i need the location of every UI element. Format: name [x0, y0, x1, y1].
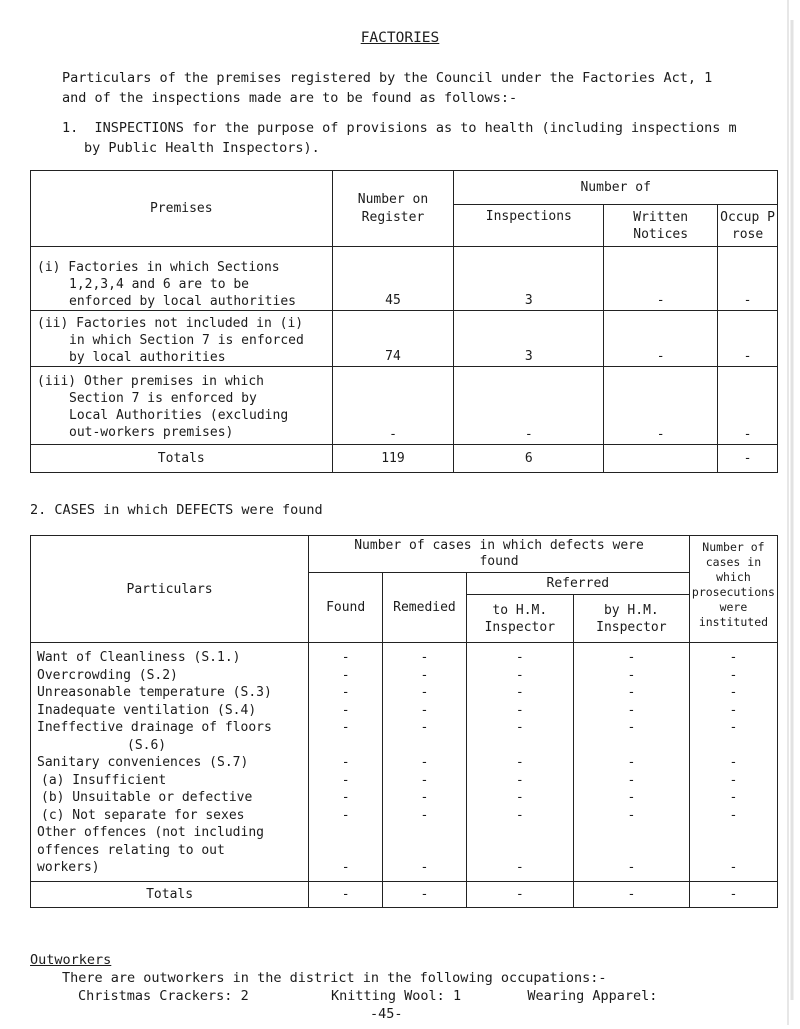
table-row — [31, 311, 778, 367]
totals-label: Totals — [31, 445, 333, 473]
totals-remedied: - — [383, 881, 467, 907]
register-value: - — [332, 367, 454, 445]
totals-by-hm: - — [573, 881, 689, 907]
header-remedied: Remedied — [383, 573, 467, 643]
particulars-list: Want of Cleanliness (S.1.) Overcrowding (S.2) Unreasonable temperature (S.3) Inadequate ventilation (S.4) Ineffective drainage of floors (S.6) Sanitary conveniences (S.7) (a) Insufficient (b) Unsuitable or defective (c) Not separate for sexes Other offences (not including offences relating to out workers) — [31, 643, 309, 882]
totals-register: 119 — [332, 445, 454, 473]
totals-row — [31, 881, 778, 907]
outworkers-intro: There are outworkers in the district in the following occupations:- — [62, 970, 607, 986]
header-prosecutions: Number of cases in which prosecutions were instituted — [689, 536, 777, 643]
written-value: - — [604, 247, 718, 311]
totals-inspections: 6 — [454, 445, 604, 473]
header-occupiers: Occup Prose — [718, 205, 778, 247]
totals-found: - — [309, 881, 383, 907]
totals-label: Totals — [31, 881, 309, 907]
header-inspections: Inspections — [454, 205, 604, 247]
totals-occupiers: - — [718, 445, 778, 473]
occupiers-value: - — [718, 247, 778, 311]
register-value: 74 — [332, 311, 454, 367]
totals-prosecutions: - — [689, 881, 777, 907]
header-to-hm: to H.M. Inspector — [466, 595, 573, 643]
header-by-hm: by H.M. Inspector — [573, 595, 689, 643]
outworkers-list — [78, 986, 657, 1006]
found-column: - - - - - - - - - - — [309, 643, 383, 882]
row-label: (ii) Factories not included in (i) in which Section 7 is enforced by local authorities — [31, 311, 333, 367]
page-title: FACTORIES — [360, 30, 440, 46]
to-hm-column: - - - - - - - - - - — [466, 643, 573, 882]
section2-heading: 2. CASES in which DEFECTS were found — [30, 502, 323, 518]
occupiers-value: - — [718, 367, 778, 445]
header-found: Found — [309, 573, 383, 643]
header-particulars: Particulars — [31, 536, 309, 643]
written-value: - — [604, 311, 718, 367]
outworker-item: Wearing Apparel: — [527, 988, 658, 1004]
defects-table — [30, 535, 778, 908]
outworkers-heading: Outworkers — [30, 952, 112, 968]
table-row — [31, 367, 778, 445]
prosecutions-column: - - - - - - - - - - — [689, 643, 777, 882]
header-premises: Premises — [31, 171, 333, 247]
intro-line-1: Particulars of the premises registered by the Council under the Factories Act, 1 — [62, 70, 713, 86]
remedied-column: - - - - - - - - - - — [383, 643, 467, 882]
totals-written — [604, 445, 718, 473]
header-referred: Referred — [466, 573, 689, 595]
outworker-item: Christmas Crackers: 2 — [78, 988, 249, 1004]
totals-to-hm: - — [466, 881, 573, 907]
occupiers-value: - — [718, 311, 778, 367]
header-number-of: Number of — [454, 171, 778, 205]
row-label: (i) Factories in which Sections 1,2,3,4 and 6 are to be enforced by local authorities — [31, 247, 333, 311]
section1-heading-cont: by Public Health Inspectors). — [84, 140, 320, 156]
table-row — [31, 247, 778, 311]
inspections-value: 3 — [454, 247, 604, 311]
register-value: 45 — [332, 247, 454, 311]
header-written-notices: Written Notices — [604, 205, 718, 247]
header-register: Number on Register — [332, 171, 454, 247]
outworker-item: Knitting Wool: 1 — [331, 988, 462, 1004]
inspections-value: - — [454, 367, 604, 445]
inspections-value: 3 — [454, 311, 604, 367]
written-value: - — [604, 367, 718, 445]
by-hm-column: - - - - - - - - - - — [573, 643, 689, 882]
totals-row — [31, 445, 778, 473]
header-number-of-cases: Number of cases in which defects were found — [309, 536, 690, 573]
page-number: -45- — [370, 1006, 403, 1022]
intro-line-2: and of the inspections made are to be found as follows:- — [62, 90, 518, 106]
section1-heading: 1. INSPECTIONS for the purpose of provisions as to health (including inspections m — [62, 120, 737, 136]
inspections-table — [30, 170, 778, 473]
row-label: (iii) Other premises in which Section 7 is enforced by Local Authorities (excluding out-workers premises) — [31, 367, 333, 445]
table-row — [31, 643, 778, 882]
